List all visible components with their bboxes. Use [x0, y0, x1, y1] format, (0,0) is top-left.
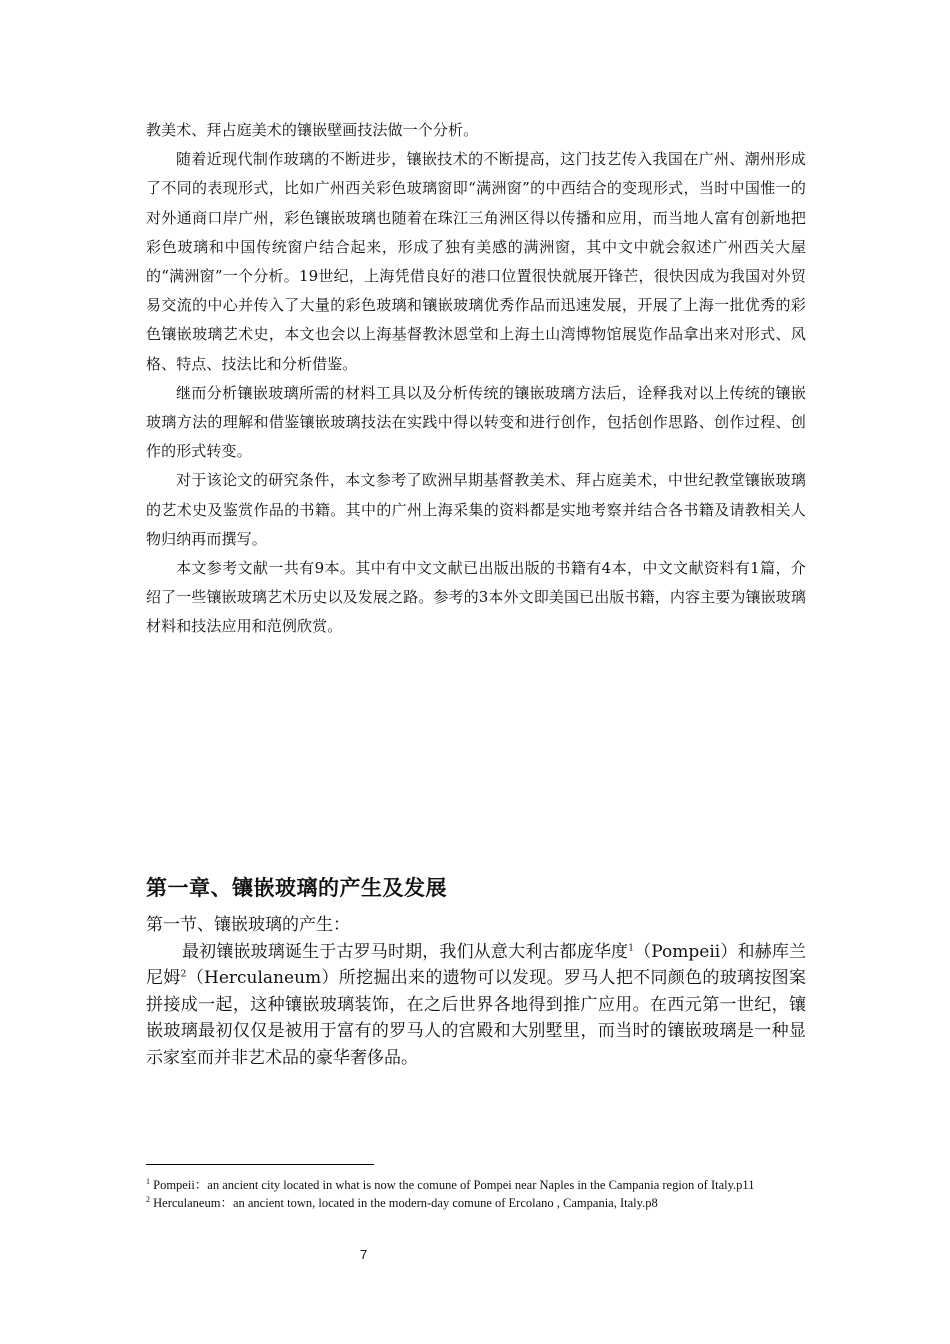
paragraph-continuation: 教美术、拜占庭美术的镶嵌壁画技法做一个分析。	[146, 121, 479, 139]
paragraph-references: 本文参考文献一共有9本。其中有中文文献已出版出版的书籍有4本，中文文献资料有1篇，介绍了一些镶嵌玻璃艺术历史以及发展之路。参考的3本外文即美国已出版书籍，内容主要为镶嵌玻璃材料和技法应用和范例欣赏。	[146, 559, 806, 636]
paragraph-manchu-window: 随着近现代制作玻璃的不断进步，镶嵌技术的不断提高，这门技艺传入我国在广州、潮州形成了不同的表现形式，比如广州西关彩色玻璃窗即“满洲窗”的中西结合的变现形式，当时中国惟一的对外通商口岸广州，彩色镶嵌玻璃也随着在珠江三角洲区得以传播和应用，而当地人富有创新地把彩色玻璃和中国传统窗户结合起来，形成了独有美感的满洲窗，其中文中就会叙述广州西关大屋的“满洲窗”一个分析。19世纪，上海凭借良好的港口位置很快就展开锋芒，很快因成为我国对外贸易交流的中心并传入了大量的彩色玻璃和镶嵌玻璃优秀作品而迅速发展，开展了上海一批优秀的彩色镶嵌玻璃艺术史，本文也会以上海基督教沐恩堂和上海土山湾博物馆展览作品拿出来对形式、风格、特点、技法比和分析借鉴。	[146, 150, 806, 373]
section-paragraph-part1: 最初镶嵌玻璃诞生于古罗马时期，我们从意大利古都庞华度	[182, 941, 629, 962]
body-text	[146, 116, 806, 642]
paragraph-materials-method: 继而分析镶嵌玻璃所需的材料工具以及分析传统的镶嵌玻璃方法后，诠释我对以上传统的镶嵌玻璃方法的理解和借鉴镶嵌玻璃技法在实践中得以转变和进行创作，包括创作思路、创作过程、创作的形式转变。	[146, 383, 806, 461]
footnote-1	[146, 1176, 806, 1194]
footnote-ref-2[interactable]: 2	[180, 969, 187, 980]
footnote-separator	[146, 1164, 374, 1165]
page-number: 7	[360, 1247, 368, 1262]
footnote-ref-1[interactable]: 1	[628, 942, 634, 953]
chapter-title: 第一章、镶嵌玻璃的产生及发展	[146, 875, 447, 900]
footnote-2	[146, 1194, 806, 1212]
section-title: 第一节、镶嵌玻璃的产生：	[146, 915, 350, 935]
footnote-1-text: Pompeii：an ancient city located in what is now the comune of Pompei near Naples in the Campania region of Italy.p11	[153, 1178, 755, 1192]
section-paragraph-part2: （Pompeii）和赫库兰尼姆	[146, 941, 807, 988]
footnote-2-number: 2	[146, 1194, 150, 1204]
footnote-2-text: Herculaneum：an ancient town, located in the modern-day comune of Ercolano , Campania, Italy.p8	[153, 1196, 658, 1210]
section-paragraph	[146, 939, 806, 1072]
paragraph-research-conditions: 对于该论文的研究条件，本文参考了欧洲早期基督教美术、拜占庭美术，中世纪教堂镶嵌玻璃的艺术史及鉴赏作品的书籍。其中的广州上海采集的资料都是实地考察并结合各书籍及请教相关人物归纳再而撰写。	[146, 471, 806, 548]
section-block	[146, 912, 806, 1071]
section-paragraph-part3: （Herculaneum）所挖掘出来的遗物可以发现。罗马人把不同颜色的玻璃按图案拼接成一起，这种镶嵌玻璃装饰，在之后世界各地得到推广应用。在西元第一世纪，镶嵌玻璃最初仅仅是被用于富有的罗马人的宫殿和大别墅里，而当时的镶嵌玻璃是一种显示家室而并非艺术品的豪华奢侈品。	[146, 968, 806, 1068]
footnote-1-number: 1	[146, 1176, 150, 1186]
footnotes	[146, 1176, 806, 1212]
